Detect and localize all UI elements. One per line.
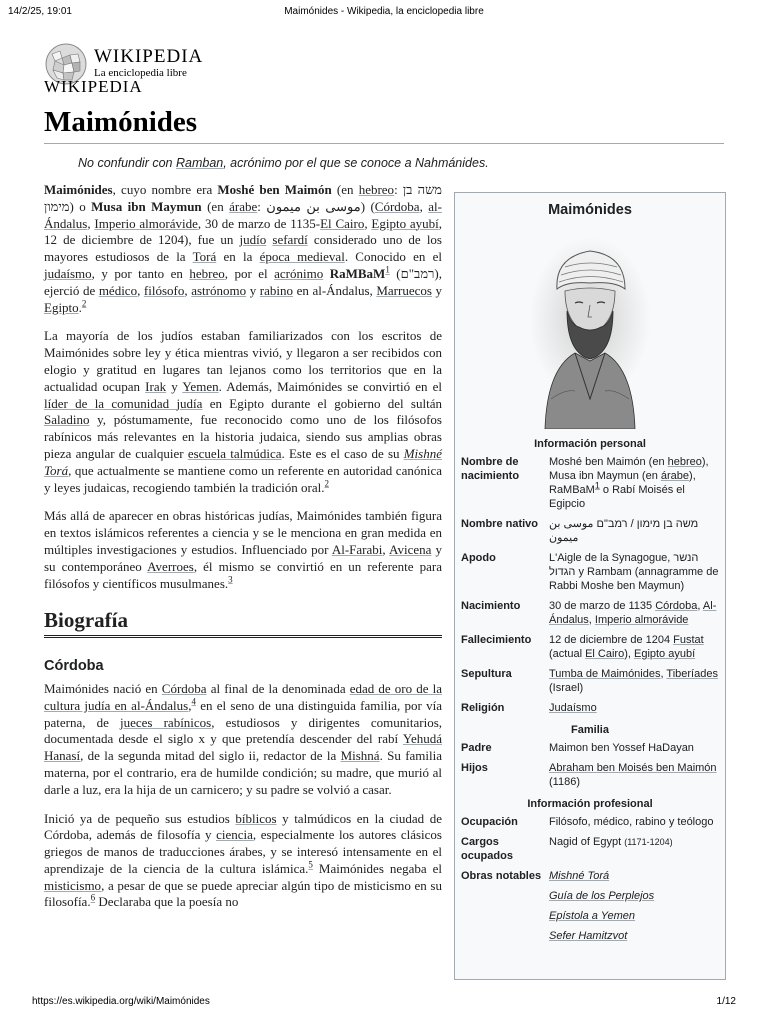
text-run: RaMBaM xyxy=(329,265,386,281)
paragraph-islamic-influence xyxy=(44,508,442,592)
text-run: משה בן מימון / רמב"ם موسى بن ميمون xyxy=(549,518,699,544)
article-link[interactable]: Fustat xyxy=(673,634,704,646)
article-link[interactable]: Egipto ayubí xyxy=(633,648,696,660)
infobox-row xyxy=(455,667,725,695)
article-link[interactable]: Mishná xyxy=(340,748,380,764)
text-run: . Además, Maimónides se convirtió en el xyxy=(218,378,442,394)
infobox-label: Padre xyxy=(461,742,492,754)
text-run: Declaraba que la poesía no xyxy=(95,894,239,910)
text-run: . xyxy=(78,299,82,315)
infobox-value xyxy=(549,599,719,627)
print-header xyxy=(8,6,760,22)
hatnote-link-ramban[interactable]: Ramban xyxy=(175,156,224,170)
article-link[interactable]: Tiberíades xyxy=(666,668,718,680)
text-run: Moshé ben Maimón (en xyxy=(549,456,668,468)
text-run: , de la segunda mitad del siglo ii, redactor de la xyxy=(80,748,341,764)
article-link[interactable]: jueces rabínicos xyxy=(120,714,212,730)
article-link[interactable]: árabe xyxy=(660,470,690,482)
infobox-label: Sepultura xyxy=(461,668,512,680)
article-link[interactable]: hebreo xyxy=(667,456,702,468)
article-link[interactable]: Tumba de Maimónides xyxy=(549,668,661,680)
print-page-counter: 1/12 xyxy=(716,996,736,1007)
text-run: : משה בן מימון) o xyxy=(44,182,442,214)
text-run: y xyxy=(166,378,183,394)
text-run: Maimónides negaba el xyxy=(312,860,442,876)
article-link[interactable]: sefardí xyxy=(272,232,308,248)
infobox-row xyxy=(455,701,725,715)
article-link[interactable]: judaísmo xyxy=(44,265,92,281)
text-run: Más allá de aparecer en obras históricas judías, Maimónides también figura en textos islámicos referentes a ciencia y se le menciona en gran medida en múltiples investigaciones y estudios. Influenciado por xyxy=(44,508,442,557)
text-run: considerado uno de los mayores estudiosos de la xyxy=(44,232,442,265)
text-run: L'Aigle de la Synagogue, הנשר הגדול y Rambam (annagramme de Rabbi Moshe ben Maymun) xyxy=(549,552,719,592)
text-run: , especialmente los autores clásicos griegos de manos de traducciones árabes, y se interesó intensamente en el aprendizaje de la ciencia de la cultura islámica. xyxy=(44,827,442,876)
infobox-value xyxy=(549,701,719,715)
text-run: y su contemporáneo xyxy=(44,541,442,574)
text-run: Nagid of Egypt xyxy=(549,836,625,848)
section-heading-biografia: Biografía xyxy=(44,612,442,638)
article-link[interactable]: Imperio almorávide xyxy=(594,614,689,626)
infobox-row xyxy=(455,835,725,863)
article-body xyxy=(44,182,442,923)
text-run: Maimon ben Yossef HaDayan xyxy=(549,742,694,754)
text-run: , él mismo se convirtió en un referente para filósofos y científicos musulmanes. xyxy=(44,558,442,591)
infobox-label: Fallecimiento xyxy=(461,634,532,646)
infobox-row-notable-works xyxy=(455,869,725,949)
text-run: (Israel) xyxy=(549,682,584,694)
text-run: . Este es el caso de su xyxy=(281,445,404,461)
text-run: (1171-1204) xyxy=(624,837,673,847)
text-run: (en xyxy=(331,182,359,197)
text-run: o Rabí Moisés el Egipcio xyxy=(549,484,685,510)
infobox-label: Hijos xyxy=(461,762,488,774)
article-link[interactable]: rabino xyxy=(259,282,294,298)
article-link[interactable]: Irak xyxy=(145,378,167,394)
article-link[interactable]: Yehudá Hanasí xyxy=(44,731,442,764)
text-run: en al-Ándalus, xyxy=(293,282,377,298)
text-run: en Egipto durante el gobierno del sultán xyxy=(202,395,442,411)
notable-work-link[interactable]: Mishné Torá xyxy=(549,870,610,882)
text-run: (en xyxy=(201,198,230,214)
text-run: , y por tanto en xyxy=(91,265,190,281)
text-run: , 12 de diciembre de 1204), fue un xyxy=(44,215,443,248)
text-run: y xyxy=(431,282,443,298)
reference-link[interactable]: 4 xyxy=(191,696,196,707)
article-link[interactable]: misticismo xyxy=(44,877,102,893)
article-link[interactable]: El Cairo xyxy=(320,215,365,231)
infobox-value xyxy=(549,633,719,661)
reference-link[interactable]: 5 xyxy=(308,859,313,870)
infobox-row xyxy=(455,633,725,661)
infobox-label: Obras notables xyxy=(461,870,542,882)
article-link[interactable]: edad de oro de la cultura judía en al-Ándalus xyxy=(44,680,443,713)
hatnote xyxy=(78,156,678,170)
infobox-section-professional: Información profesional xyxy=(527,798,653,810)
text-run: . Conocido en el xyxy=(344,249,442,265)
text-run: , estudiosos y dirigentes comunitarios, documentada desde el siglo x y que pretendía descender del rabí xyxy=(44,714,442,747)
infobox-value xyxy=(549,815,719,829)
text-run: Maimónides xyxy=(44,182,113,197)
article-link[interactable]: Imperio almorávide xyxy=(94,215,198,231)
text-run: Filósofo, médico, rabino y teólogo xyxy=(549,816,714,828)
title-divider xyxy=(44,143,724,144)
infobox-row xyxy=(455,599,725,627)
notable-work-link[interactable]: Guía de los Perplejos xyxy=(549,890,655,902)
infobox-row xyxy=(455,517,725,545)
text-run: , xyxy=(364,215,372,231)
text-run: , xyxy=(87,215,95,231)
article-link[interactable]: Averroes xyxy=(147,558,194,574)
article-link[interactable]: Córdoba xyxy=(161,680,207,696)
infobox-row xyxy=(455,455,725,511)
text-run: (1186) xyxy=(549,776,580,788)
text-run: , 30 de marzo de 1135- xyxy=(197,215,321,231)
paragraph-education xyxy=(44,811,442,912)
text-run: ), RaMBaM xyxy=(549,470,696,496)
infobox-rows-family xyxy=(455,741,725,789)
text-run: , a pesar de que se puede apreciar algún tipo de misticismo en su filosofía. xyxy=(44,877,442,910)
infobox-rows-personal xyxy=(455,455,725,715)
text-run: 12 de diciembre de 1204 xyxy=(549,634,674,646)
text-run: , xyxy=(419,198,429,214)
infobox xyxy=(454,192,726,980)
reference-link[interactable]: 6 xyxy=(90,893,96,904)
wikipedia-logo[interactable] xyxy=(44,42,214,98)
reference-link[interactable]: 3 xyxy=(228,574,233,585)
article-link[interactable]: Abraham ben Moisés ben Maimón xyxy=(549,762,717,774)
article-link[interactable]: Egipto ayubí xyxy=(371,215,439,231)
text-run: , xyxy=(660,668,667,680)
infobox-value xyxy=(549,761,719,789)
text-run: , cuyo nombre era xyxy=(112,182,218,197)
infobox-label: Apodo xyxy=(461,552,496,564)
article-link[interactable]: ciencia xyxy=(216,827,253,843)
text-run: , xyxy=(188,697,192,713)
infobox-label: Religión xyxy=(461,702,505,714)
article-link[interactable]: al-Ándalus xyxy=(44,198,442,231)
infobox-section-family: Familia xyxy=(571,724,609,736)
article-link[interactable]: época medieval xyxy=(259,249,345,265)
subsection-heading-cordoba: Córdoba xyxy=(44,658,104,675)
article-link[interactable]: Córdoba xyxy=(655,600,698,612)
infobox-label: Ocupación xyxy=(461,816,518,828)
text-run: 30 de marzo de 1135 xyxy=(549,600,656,612)
article-link[interactable]: Mishné Torá xyxy=(44,445,442,478)
infobox-value xyxy=(549,517,719,545)
article-link[interactable]: hebreo xyxy=(358,182,395,197)
notable-work-link[interactable]: Sefer Hamitzvot xyxy=(549,930,628,942)
infobox-label: Cargos ocupados xyxy=(461,836,513,862)
infobox-value xyxy=(549,667,719,695)
text-run: : موسى بن ميمون) ( xyxy=(257,198,375,214)
print-datetime: 14/2/25, 19:01 xyxy=(8,6,72,17)
infobox-row xyxy=(455,761,725,789)
infobox-label: Nombre nativo xyxy=(461,518,539,530)
wikipedia-wordmark: WIKIPEDIA xyxy=(94,46,204,67)
print-footer xyxy=(32,996,736,1010)
article-link[interactable]: judío xyxy=(239,232,267,248)
text-run: , xyxy=(588,614,595,626)
article-link[interactable]: acrónimo xyxy=(274,265,324,281)
reference-link[interactable]: 2 xyxy=(81,298,87,309)
text-run: en el seno de una distinguida familia, por vía paterna, de xyxy=(44,697,442,730)
text-run: , xyxy=(137,282,144,298)
notable-works-list xyxy=(549,869,719,949)
article-link[interactable]: El Cairo xyxy=(585,648,625,660)
text-run: Inició ya de pequeño sus estudios xyxy=(44,810,236,826)
article-link[interactable]: líder de la comunidad judía xyxy=(44,395,203,411)
reference-link[interactable]: 1 xyxy=(385,264,390,275)
text-run: , por el xyxy=(224,265,275,281)
infobox-label: Nacimiento xyxy=(461,600,521,612)
article-link[interactable]: Córdoba xyxy=(374,198,420,214)
text-run: , que actualmente se mantiene como un referente en autoridad canónica y leyes judaicas, recogiendo también la tradición oral. xyxy=(44,462,442,495)
infobox-row xyxy=(455,815,725,829)
text-run: (רמב"ם), ejerció de xyxy=(44,265,443,298)
hatnote-text: No confundir con xyxy=(78,156,176,170)
article-link[interactable]: Marruecos xyxy=(376,282,432,298)
text-run: , xyxy=(184,282,192,298)
article-link[interactable]: médico xyxy=(98,282,138,298)
hatnote-text-end: , acrónimo por el que se conoce a Nahmánides. xyxy=(223,156,489,170)
text-run: (actual xyxy=(549,648,586,660)
infobox-value xyxy=(549,741,719,755)
infobox-section-personal: Información personal xyxy=(534,438,646,450)
infobox-row xyxy=(455,551,725,593)
print-url: https://es.wikipedia.org/wiki/Maimónides xyxy=(32,996,210,1007)
maimonides-portrait-image[interactable] xyxy=(515,229,665,429)
article-link[interactable]: bíblicos xyxy=(235,810,277,826)
print-doc-title: Maimónides - Wikipedia, la enciclopedia libre xyxy=(284,6,484,17)
text-run: y, póstumamente, fue reconocido como uno de los filósofos rabínicos más relevantes en la historia judaica, siendo sus amplias obras pieza angular de cualquier xyxy=(44,412,442,461)
article-link[interactable]: hebreo xyxy=(189,265,225,281)
wikipedia-tagline: La enciclopedia libre xyxy=(94,67,187,79)
infobox-value xyxy=(549,835,719,863)
infobox-title: Maimónides xyxy=(548,202,632,218)
paragraph-birth xyxy=(44,681,442,799)
article-link[interactable]: Egipto xyxy=(44,299,79,315)
wikipedia-wordmark-small: WIKIPEDIA xyxy=(44,77,143,96)
article-link[interactable]: árabe xyxy=(229,198,258,214)
article-link[interactable]: Al-Farabi xyxy=(331,541,383,557)
text-run: La mayoría de los judíos estaban familiarizados con los escritos de Maimónides sobre ley y ética mientras vivió, y llegaron a ser recibidos con elogio y gratitud en lugares tan lejanos como los territorios que en la actualidad ocupan xyxy=(44,328,442,394)
page-title: Maimónides xyxy=(44,106,198,138)
text-run: ), Musa ibn Maymun (en xyxy=(549,456,709,482)
text-run: . Su familia materna, por el contrario, era de humilde condición; su madre, que murió al darle a luz, era la hija de un carnicero; y su padre se volvió a casar. xyxy=(44,748,443,797)
article-link[interactable]: Saladino xyxy=(44,412,90,428)
infobox-value xyxy=(549,551,719,593)
reference-link[interactable]: 1 xyxy=(594,480,600,491)
infobox-label: Nombre de nacimiento xyxy=(461,456,520,482)
text-run: ), xyxy=(624,648,634,660)
text-run: y talmúdicos en la ciudad de Córdoba, además de filosofía y xyxy=(44,810,442,843)
infobox-value xyxy=(549,455,719,511)
text-run: Maimónides nació en xyxy=(44,680,162,696)
article-link[interactable]: Judaísmo xyxy=(549,702,597,714)
lead-paragraph xyxy=(44,182,442,316)
article-link[interactable]: Avicena xyxy=(389,541,432,557)
article-link[interactable]: astrónomo xyxy=(191,282,247,298)
text-run: al final de la denominada xyxy=(206,680,350,696)
reference-link[interactable]: 2 xyxy=(324,478,329,489)
article-link[interactable]: escuela talmúdica xyxy=(187,445,282,461)
text-run: Moshé ben Maimón xyxy=(217,182,332,197)
infobox-rows-professional xyxy=(455,815,725,863)
text-run: en la xyxy=(216,249,260,265)
paragraph-legacy xyxy=(44,328,442,496)
article-link[interactable]: Al-Ándalus xyxy=(549,600,717,626)
article-link[interactable]: Torá xyxy=(192,249,217,265)
infobox-row xyxy=(455,741,725,755)
text-run: , xyxy=(697,600,703,612)
article-link[interactable]: filósofo xyxy=(143,282,185,298)
text-run: y xyxy=(246,282,260,298)
notable-work-link[interactable]: Epístola a Yemen xyxy=(549,910,636,922)
text-run: Musa ibn Maymun xyxy=(91,198,202,214)
text-run: , xyxy=(382,541,390,557)
article-link[interactable]: Yemen xyxy=(182,378,219,394)
